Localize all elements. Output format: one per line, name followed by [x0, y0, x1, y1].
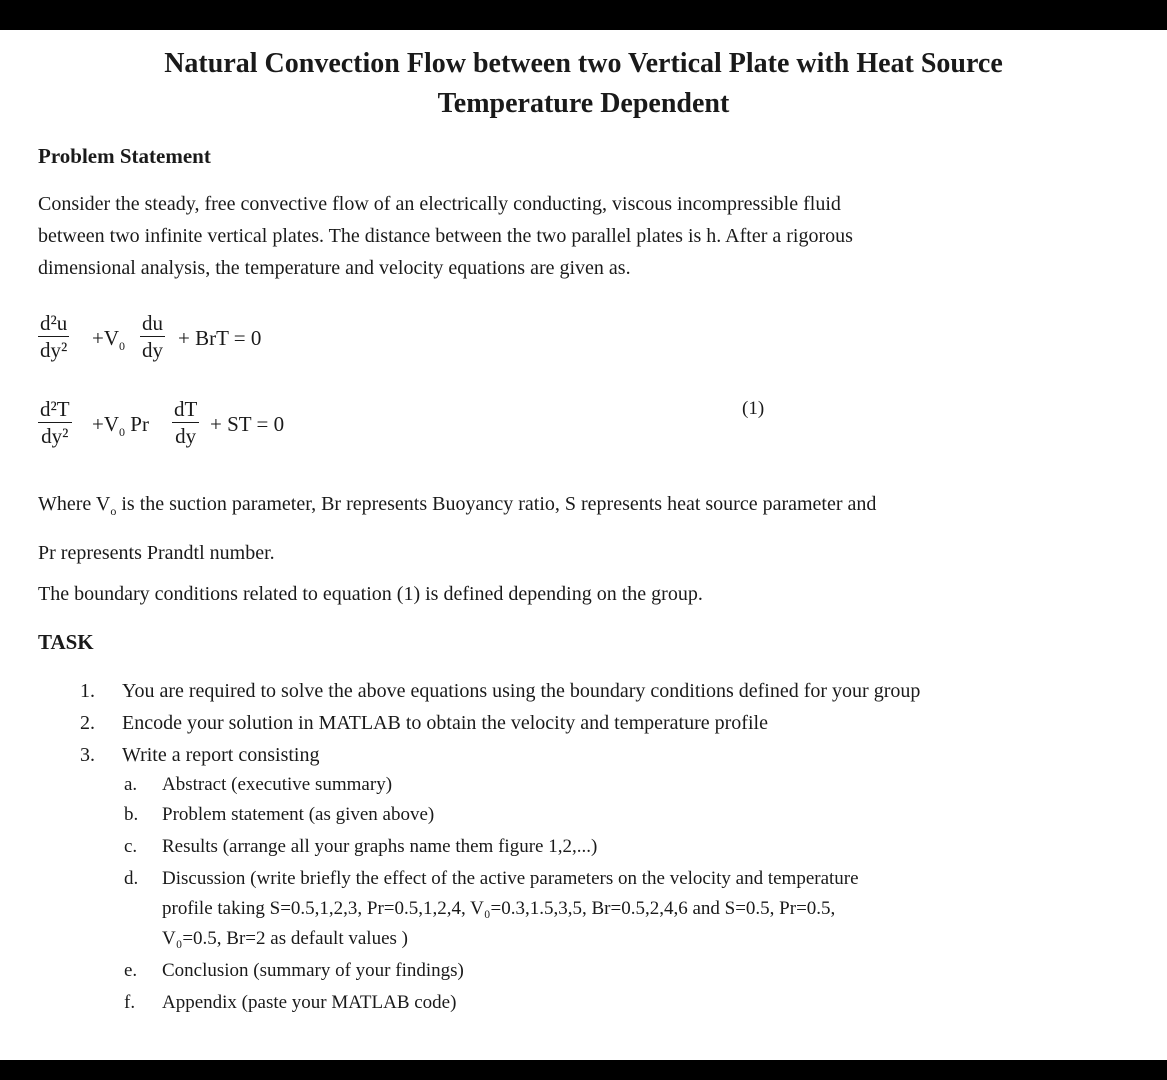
problem-line-1: Consider the steady, free convective flow of an electrically conducting, viscous incompressible fluid — [38, 193, 841, 215]
task-marker: 2. — [80, 712, 95, 734]
problem-paragraph — [38, 188, 1128, 284]
subtask-item: Abstract (executive summary) — [162, 774, 393, 795]
document-title-line-1: Natural Convection Flow between two Vertical Plate with Heat Source — [164, 48, 1003, 79]
where-paragraph — [38, 488, 1138, 569]
subtask-marker: d. — [124, 868, 139, 889]
second-derivative-u: $\frac{\text{d²u}}{\text{dy²}}$ — [40, 311, 68, 362]
problem-statement-heading: Problem Statement — [38, 144, 211, 168]
task-item: You are required to solve the above equations using the boundary conditions defined for your group — [122, 680, 921, 702]
where-line-1: Where $V_o$ is the suction parameter, Br represents Buoyancy ratio, S represents heat source parameter and — [38, 493, 877, 518]
document-title-line-2: Temperature Dependent — [437, 88, 730, 119]
subtask-marker: f. — [124, 992, 136, 1013]
equation-number: (1) — [742, 398, 765, 419]
task-heading: TASK — [38, 630, 94, 654]
boundary-conditions-line: The boundary conditions related to equation (1) is defined depending on the group. — [38, 583, 703, 605]
subtask-continuation: V₀=0.5, Br=2 as default values ) — [162, 928, 408, 949]
first-derivative-t: $\frac{dT}{dy}$ — [174, 397, 198, 448]
suction-prandtl-term: $+V_0$ Pr — [92, 412, 149, 440]
second-derivative-t: $\frac{\text{d²T}}{\text{dy²}}$ — [40, 397, 70, 448]
task-item: Write a report consisting — [122, 744, 320, 766]
where-line-2: Pr represents Prandtl number. — [38, 542, 275, 564]
first-derivative-u: $\frac{du}{dy}$ — [142, 311, 163, 362]
subtask-item: Conclusion (summary of your findings) — [162, 960, 464, 981]
subtask-item: Problem statement (as given above) — [162, 804, 435, 825]
subtask-marker: a. — [124, 774, 138, 795]
subtask-item: Appendix (paste your MATLAB code) — [162, 992, 457, 1013]
buoyancy-term: + BrT = 0 — [178, 326, 262, 350]
task-marker: 1. — [80, 680, 95, 702]
document-page — [0, 30, 1167, 1060]
subtask-marker: c. — [124, 836, 138, 857]
heat-source-term: + ST = 0 — [210, 412, 285, 436]
task-marker: 3. — [80, 744, 95, 766]
problem-line-2: between two infinite vertical plates. The distance between the two parallel plates is h. After a rigorous — [38, 225, 853, 247]
subtask-continuation: profile taking S=0.5,1,2,3, Pr=0.5,1,2,4, V₀=0.3,1.5,3,5, Br=0.5,2,4,6 and S=0.5, Pr=0.5, — [162, 898, 836, 919]
suction-term: $+V_0$ — [92, 326, 126, 354]
subtask-item: Results (arrange all your graphs name them figure 1,2,...) — [162, 836, 598, 857]
task-item: Encode your solution in MATLAB to obtain the velocity and temperature profile — [122, 712, 768, 734]
subtask-marker: e. — [124, 960, 138, 981]
subtask-marker: b. — [124, 804, 139, 825]
subtask-item: Discussion (write briefly the effect of the active parameters on the velocity and temperature — [162, 868, 859, 889]
problem-line-3: dimensional analysis, the temperature and velocity equations are given as. — [38, 257, 631, 279]
